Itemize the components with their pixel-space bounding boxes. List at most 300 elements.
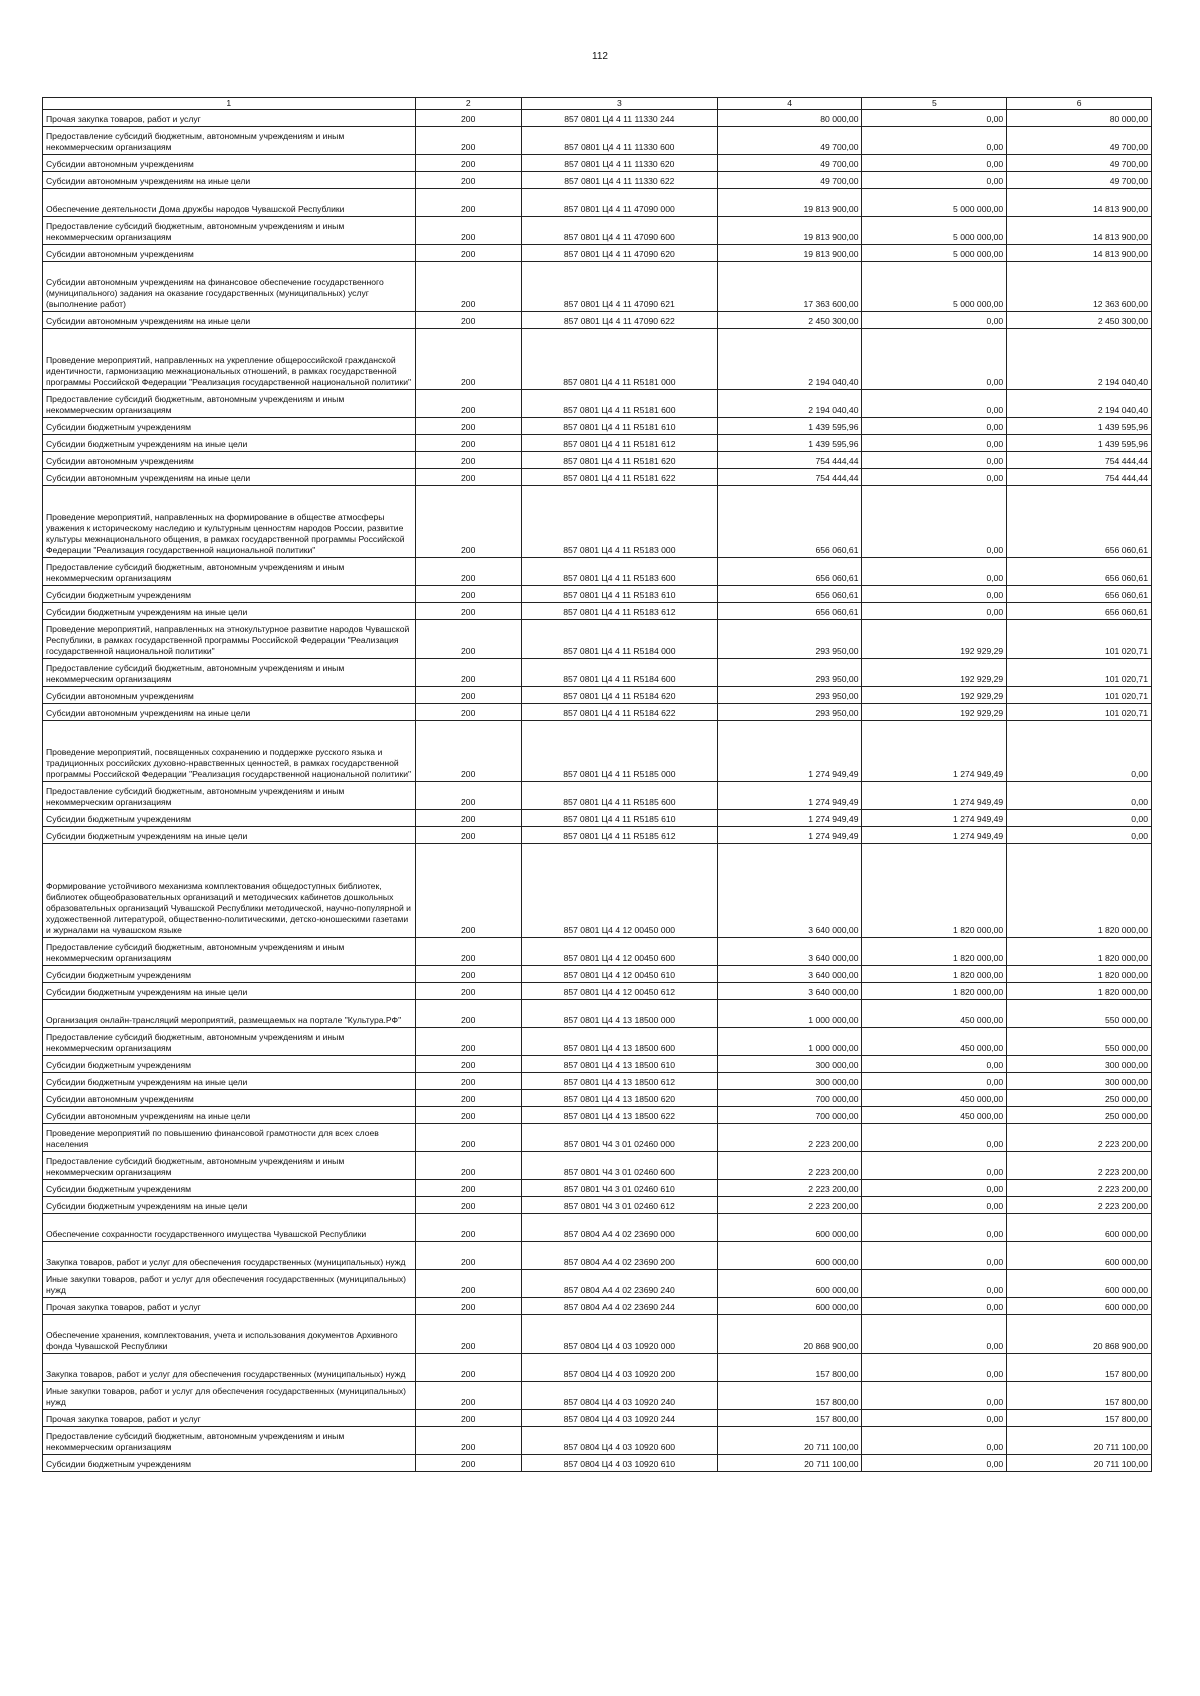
row-description: Субсидии бюджетным учреждениям <box>43 810 416 827</box>
row-budget-code: 857 0804 Ц4 4 03 10920 000 <box>521 1315 717 1354</box>
row-budget-code: 857 0801 Ц4 4 11 11330 244 <box>521 110 717 127</box>
table-row <box>43 966 1152 983</box>
row-description: Субсидии автономным учреждениям на иные цели <box>43 704 416 721</box>
table-row <box>43 189 1152 217</box>
row-amount-5: 192 929,29 <box>862 659 1007 687</box>
row-description: Предоставление субсидий бюджетным, автономным учреждениям и иным некоммерческим организациям <box>43 217 416 245</box>
row-amount-6: 550 000,00 <box>1007 1000 1152 1028</box>
row-description: Субсидии бюджетным учреждениям на иные цели <box>43 827 416 844</box>
row-budget-code: 857 0801 Ч4 3 01 02460 600 <box>521 1152 717 1180</box>
row-amount-4: 19 813 900,00 <box>717 245 862 262</box>
row-column-2: 200 <box>415 1124 521 1152</box>
table-row <box>43 1242 1152 1270</box>
row-amount-4: 2 223 200,00 <box>717 1124 862 1152</box>
table-header-row <box>43 98 1152 110</box>
row-column-2: 200 <box>415 1073 521 1090</box>
row-amount-4: 3 640 000,00 <box>717 966 862 983</box>
row-column-2: 200 <box>415 155 521 172</box>
row-amount-5: 450 000,00 <box>862 1000 1007 1028</box>
row-amount-5: 0,00 <box>862 155 1007 172</box>
row-description: Предоставление субсидий бюджетным, автономным учреждениям и иным некоммерческим организациям <box>43 1427 416 1455</box>
row-amount-6: 2 223 200,00 <box>1007 1197 1152 1214</box>
row-budget-code: 857 0801 Ц4 4 11 47090 621 <box>521 262 717 312</box>
row-column-2: 200 <box>415 827 521 844</box>
row-description: Проведение мероприятий, направленных на формирование в обществе атмосферы уважения к историческому наследию и культурным ценностям народов России, развитие культуры межнационального общения, в рамках государственной программы Российской Федерации "Реализация государственной национальной политики" <box>43 486 416 558</box>
row-description: Субсидии автономным учреждениям на финансовое обеспечение государственного (муниципального) задания на оказание государственных (муниципальных) услуг (выполнение работ) <box>43 262 416 312</box>
row-description: Субсидии бюджетным учреждениям <box>43 418 416 435</box>
table-row <box>43 110 1152 127</box>
row-amount-5: 0,00 <box>862 390 1007 418</box>
row-budget-code: 857 0801 Ц4 4 12 00450 000 <box>521 844 717 938</box>
row-amount-4: 157 800,00 <box>717 1354 862 1382</box>
row-budget-code: 857 0801 Ц4 4 11 R5185 612 <box>521 827 717 844</box>
table-row <box>43 620 1152 659</box>
row-column-2: 200 <box>415 329 521 390</box>
row-budget-code: 857 0804 Ц4 4 03 10920 600 <box>521 1427 717 1455</box>
row-description: Предоставление субсидий бюджетным, автономным учреждениям и иным некоммерческим организациям <box>43 1028 416 1056</box>
table-row <box>43 1354 1152 1382</box>
table-row <box>43 1056 1152 1073</box>
row-budget-code: 857 0804 Ц4 4 03 10920 240 <box>521 1382 717 1410</box>
row-amount-4: 3 640 000,00 <box>717 938 862 966</box>
row-amount-4: 600 000,00 <box>717 1298 862 1315</box>
row-budget-code: 857 0801 Ц4 4 12 00450 600 <box>521 938 717 966</box>
row-description: Предоставление субсидий бюджетным, автономным учреждениям и иным некоммерческим организациям <box>43 1152 416 1180</box>
table-row <box>43 155 1152 172</box>
row-description: Предоставление субсидий бюджетным, автономным учреждениям и иным некоммерческим организациям <box>43 659 416 687</box>
row-description: Предоставление субсидий бюджетным, автономным учреждениям и иным некоммерческим организациям <box>43 558 416 586</box>
row-amount-6: 656 060,61 <box>1007 486 1152 558</box>
table-row <box>43 1028 1152 1056</box>
row-amount-5: 0,00 <box>862 1410 1007 1427</box>
row-amount-4: 293 950,00 <box>717 687 862 704</box>
row-amount-5: 5 000 000,00 <box>862 262 1007 312</box>
row-description: Закупка товаров, работ и услуг для обеспечения государственных (муниципальных) нужд <box>43 1354 416 1382</box>
row-budget-code: 857 0801 Ц4 4 11 11330 600 <box>521 127 717 155</box>
table-row <box>43 827 1152 844</box>
row-column-2: 200 <box>415 1410 521 1427</box>
row-column-2: 200 <box>415 452 521 469</box>
row-amount-5: 0,00 <box>862 1354 1007 1382</box>
table-row <box>43 418 1152 435</box>
row-amount-6: 101 020,71 <box>1007 704 1152 721</box>
row-column-2: 200 <box>415 1107 521 1124</box>
row-column-2: 200 <box>415 687 521 704</box>
row-amount-4: 600 000,00 <box>717 1270 862 1298</box>
row-budget-code: 857 0801 Ц4 4 13 18500 610 <box>521 1056 717 1073</box>
row-amount-4: 656 060,61 <box>717 603 862 620</box>
row-description: Субсидии бюджетным учреждениям на иные цели <box>43 983 416 1000</box>
table-row <box>43 586 1152 603</box>
row-amount-4: 19 813 900,00 <box>717 189 862 217</box>
row-amount-4: 3 640 000,00 <box>717 844 862 938</box>
row-amount-6: 1 820 000,00 <box>1007 983 1152 1000</box>
row-budget-code: 857 0801 Ц4 4 11 R5184 600 <box>521 659 717 687</box>
row-description: Прочая закупка товаров, работ и услуг <box>43 110 416 127</box>
row-description: Иные закупки товаров, работ и услуг для обеспечения государственных (муниципальных) нужд <box>43 1382 416 1410</box>
row-amount-4: 1 274 949,49 <box>717 827 862 844</box>
row-amount-4: 20 868 900,00 <box>717 1315 862 1354</box>
row-description: Проведение мероприятий, посвященных сохранению и поддержке русского языка и традиционных российских духовно-нравственных ценностей, в рамках государственной программы Российской Федерации "Реализация государственной национальной политики" <box>43 721 416 782</box>
row-description: Субсидии автономным учреждениям <box>43 245 416 262</box>
row-description: Субсидии бюджетным учреждениям на иные цели <box>43 1197 416 1214</box>
row-budget-code: 857 0801 Ц4 4 11 R5183 000 <box>521 486 717 558</box>
row-column-2: 200 <box>415 1270 521 1298</box>
table-row <box>43 1124 1152 1152</box>
row-column-2: 200 <box>415 558 521 586</box>
row-budget-code: 857 0801 Ц4 4 11 R5185 000 <box>521 721 717 782</box>
row-amount-5: 0,00 <box>862 329 1007 390</box>
row-amount-4: 49 700,00 <box>717 155 862 172</box>
row-amount-5: 0,00 <box>862 1270 1007 1298</box>
row-budget-code: 857 0801 Ц4 4 13 18500 600 <box>521 1028 717 1056</box>
row-column-2: 200 <box>415 1354 521 1382</box>
row-amount-4: 49 700,00 <box>717 127 862 155</box>
row-budget-code: 857 0801 Ц4 4 13 18500 612 <box>521 1073 717 1090</box>
row-amount-5: 450 000,00 <box>862 1028 1007 1056</box>
row-description: Проведение мероприятий по повышению финансовой грамотности для всех слоев населения <box>43 1124 416 1152</box>
table-row <box>43 782 1152 810</box>
row-description: Прочая закупка товаров, работ и услуг <box>43 1410 416 1427</box>
row-budget-code: 857 0804 А4 4 02 23690 244 <box>521 1298 717 1315</box>
row-column-2: 200 <box>415 390 521 418</box>
row-amount-6: 157 800,00 <box>1007 1382 1152 1410</box>
row-budget-code: 857 0801 Ц4 4 13 18500 622 <box>521 1107 717 1124</box>
row-amount-6: 14 813 900,00 <box>1007 245 1152 262</box>
row-budget-code: 857 0801 Ц4 4 11 47090 620 <box>521 245 717 262</box>
row-description: Субсидии бюджетным учреждениям <box>43 1056 416 1073</box>
row-budget-code: 857 0801 Ц4 4 13 18500 000 <box>521 1000 717 1028</box>
row-amount-5: 192 929,29 <box>862 620 1007 659</box>
row-amount-4: 2 223 200,00 <box>717 1197 862 1214</box>
row-description: Прочая закупка товаров, работ и услуг <box>43 1298 416 1315</box>
row-amount-4: 1 274 949,49 <box>717 810 862 827</box>
row-amount-6: 600 000,00 <box>1007 1242 1152 1270</box>
row-amount-6: 101 020,71 <box>1007 620 1152 659</box>
row-amount-6: 550 000,00 <box>1007 1028 1152 1056</box>
row-amount-4: 1 439 595,96 <box>717 418 862 435</box>
row-amount-5: 0,00 <box>862 1152 1007 1180</box>
row-amount-4: 656 060,61 <box>717 486 862 558</box>
row-description: Субсидии бюджетным учреждениям <box>43 586 416 603</box>
row-amount-5: 0,00 <box>862 1073 1007 1090</box>
row-column-2: 200 <box>415 810 521 827</box>
row-column-2: 200 <box>415 983 521 1000</box>
table-row <box>43 983 1152 1000</box>
row-amount-5: 0,00 <box>862 1382 1007 1410</box>
row-budget-code: 857 0801 Ц4 4 11 R5184 000 <box>521 620 717 659</box>
table-row <box>43 558 1152 586</box>
table-row <box>43 312 1152 329</box>
row-column-2: 200 <box>415 1214 521 1242</box>
table-row <box>43 1152 1152 1180</box>
row-amount-5: 0,00 <box>862 1455 1007 1472</box>
row-amount-6: 0,00 <box>1007 782 1152 810</box>
row-budget-code: 857 0801 Ц4 4 11 R5184 620 <box>521 687 717 704</box>
row-column-2: 200 <box>415 217 521 245</box>
row-amount-5: 0,00 <box>862 1056 1007 1073</box>
table-row <box>43 435 1152 452</box>
row-amount-6: 1 439 595,96 <box>1007 435 1152 452</box>
row-amount-5: 450 000,00 <box>862 1107 1007 1124</box>
row-amount-6: 49 700,00 <box>1007 172 1152 189</box>
row-amount-5: 0,00 <box>862 110 1007 127</box>
table-row <box>43 1315 1152 1354</box>
row-description: Субсидии автономным учреждениям на иные цели <box>43 1107 416 1124</box>
row-amount-5: 0,00 <box>862 435 1007 452</box>
row-column-2: 200 <box>415 1090 521 1107</box>
row-amount-5: 5 000 000,00 <box>862 189 1007 217</box>
row-amount-5: 0,00 <box>862 1197 1007 1214</box>
row-column-2: 200 <box>415 721 521 782</box>
row-description: Формирование устойчивого механизма комплектования общедоступных библиотек, библиотек общеобразовательных организаций и методических кабинетов дошкольных образовательных организаций Чувашской Республики методической, научно-популярной и художественной литературой, общественно-политическими, детско-юношескими газетами и журналами на чувашском языке <box>43 844 416 938</box>
row-amount-6: 1 820 000,00 <box>1007 844 1152 938</box>
row-column-2: 200 <box>415 620 521 659</box>
row-amount-4: 2 450 300,00 <box>717 312 862 329</box>
row-amount-6: 49 700,00 <box>1007 127 1152 155</box>
row-amount-5: 0,00 <box>862 469 1007 486</box>
row-amount-4: 80 000,00 <box>717 110 862 127</box>
row-amount-5: 0,00 <box>862 1214 1007 1242</box>
row-amount-4: 1 274 949,49 <box>717 721 862 782</box>
row-column-2: 200 <box>415 659 521 687</box>
row-budget-code: 857 0801 Ц4 4 11 R5183 600 <box>521 558 717 586</box>
row-budget-code: 857 0804 Ц4 4 03 10920 200 <box>521 1354 717 1382</box>
row-amount-6: 12 363 600,00 <box>1007 262 1152 312</box>
row-amount-6: 0,00 <box>1007 810 1152 827</box>
table-row <box>43 1073 1152 1090</box>
row-amount-4: 20 711 100,00 <box>717 1427 862 1455</box>
row-amount-6: 14 813 900,00 <box>1007 189 1152 217</box>
row-amount-5: 1 820 000,00 <box>862 983 1007 1000</box>
row-description: Субсидии автономным учреждениям на иные цели <box>43 469 416 486</box>
row-amount-6: 0,00 <box>1007 827 1152 844</box>
row-amount-4: 2 223 200,00 <box>717 1180 862 1197</box>
table-row <box>43 659 1152 687</box>
row-column-2: 200 <box>415 966 521 983</box>
row-amount-5: 0,00 <box>862 1180 1007 1197</box>
row-amount-6: 101 020,71 <box>1007 659 1152 687</box>
row-amount-6: 2 450 300,00 <box>1007 312 1152 329</box>
row-amount-4: 656 060,61 <box>717 586 862 603</box>
row-amount-5: 0,00 <box>862 1315 1007 1354</box>
table-row <box>43 486 1152 558</box>
row-description: Закупка товаров, работ и услуг для обеспечения государственных (муниципальных) нужд <box>43 1242 416 1270</box>
row-amount-6: 49 700,00 <box>1007 155 1152 172</box>
row-column-2: 200 <box>415 486 521 558</box>
row-amount-5: 0,00 <box>862 603 1007 620</box>
row-column-2: 200 <box>415 127 521 155</box>
row-budget-code: 857 0801 Ц4 4 11 11330 622 <box>521 172 717 189</box>
row-column-2: 200 <box>415 262 521 312</box>
row-amount-6: 20 711 100,00 <box>1007 1427 1152 1455</box>
row-amount-4: 293 950,00 <box>717 659 862 687</box>
row-budget-code: 857 0801 Ц4 4 11 R5183 610 <box>521 586 717 603</box>
row-budget-code: 857 0801 Ц4 4 11 R5183 612 <box>521 603 717 620</box>
row-column-2: 200 <box>415 1298 521 1315</box>
row-amount-5: 5 000 000,00 <box>862 245 1007 262</box>
table-row <box>43 1197 1152 1214</box>
row-column-2: 200 <box>415 110 521 127</box>
row-amount-4: 300 000,00 <box>717 1073 862 1090</box>
row-amount-6: 14 813 900,00 <box>1007 217 1152 245</box>
row-budget-code: 857 0801 Ц4 4 11 R5181 610 <box>521 418 717 435</box>
row-column-2: 200 <box>415 782 521 810</box>
row-column-2: 200 <box>415 469 521 486</box>
row-amount-4: 293 950,00 <box>717 620 862 659</box>
row-budget-code: 857 0801 Ц4 4 11 R5181 620 <box>521 452 717 469</box>
column-header: 1 <box>43 98 416 110</box>
row-amount-5: 450 000,00 <box>862 1090 1007 1107</box>
table-row <box>43 262 1152 312</box>
table-row <box>43 721 1152 782</box>
row-amount-5: 0,00 <box>862 558 1007 586</box>
row-budget-code: 857 0801 Ч4 3 01 02460 000 <box>521 1124 717 1152</box>
row-amount-5: 0,00 <box>862 452 1007 469</box>
row-amount-6: 20 868 900,00 <box>1007 1315 1152 1354</box>
row-amount-4: 1 000 000,00 <box>717 1028 862 1056</box>
row-amount-6: 2 194 040,40 <box>1007 390 1152 418</box>
row-amount-6: 1 439 595,96 <box>1007 418 1152 435</box>
row-amount-4: 157 800,00 <box>717 1410 862 1427</box>
row-amount-6: 1 820 000,00 <box>1007 966 1152 983</box>
row-amount-5: 5 000 000,00 <box>862 217 1007 245</box>
row-description: Предоставление субсидий бюджетным, автономным учреждениям и иным некоммерческим организациям <box>43 390 416 418</box>
row-description: Субсидии бюджетным учреждениям <box>43 966 416 983</box>
row-column-2: 200 <box>415 844 521 938</box>
row-budget-code: 857 0801 Ц4 4 12 00450 612 <box>521 983 717 1000</box>
row-description: Субсидии автономным учреждениям <box>43 687 416 704</box>
row-amount-6: 300 000,00 <box>1007 1056 1152 1073</box>
row-column-2: 200 <box>415 1242 521 1270</box>
row-amount-6: 754 444,44 <box>1007 469 1152 486</box>
row-amount-5: 0,00 <box>862 486 1007 558</box>
row-column-2: 200 <box>415 435 521 452</box>
row-amount-6: 2 194 040,40 <box>1007 329 1152 390</box>
row-description: Обеспечение хранения, комплектования, учета и использования документов Архивного фонда Чувашской Республики <box>43 1315 416 1354</box>
row-column-2: 200 <box>415 418 521 435</box>
row-amount-4: 300 000,00 <box>717 1056 862 1073</box>
row-amount-6: 0,00 <box>1007 721 1152 782</box>
table-row <box>43 1455 1152 1472</box>
row-amount-4: 600 000,00 <box>717 1242 862 1270</box>
row-budget-code: 857 0801 Ц4 4 11 47090 000 <box>521 189 717 217</box>
row-column-2: 200 <box>415 938 521 966</box>
row-amount-5: 1 820 000,00 <box>862 938 1007 966</box>
row-amount-5: 1 274 949,49 <box>862 782 1007 810</box>
row-amount-5: 0,00 <box>862 586 1007 603</box>
row-budget-code: 857 0801 Ц4 4 11 47090 622 <box>521 312 717 329</box>
row-amount-6: 157 800,00 <box>1007 1354 1152 1382</box>
row-budget-code: 857 0801 Ц4 4 11 R5181 622 <box>521 469 717 486</box>
row-budget-code: 857 0801 Ц4 4 11 R5184 622 <box>521 704 717 721</box>
row-amount-6: 1 820 000,00 <box>1007 938 1152 966</box>
table-row <box>43 810 1152 827</box>
row-description: Субсидии бюджетным учреждениям <box>43 1455 416 1472</box>
table-row <box>43 1000 1152 1028</box>
row-description: Субсидии автономным учреждениям на иные цели <box>43 312 416 329</box>
row-amount-5: 1 820 000,00 <box>862 844 1007 938</box>
row-amount-6: 656 060,61 <box>1007 558 1152 586</box>
row-amount-5: 0,00 <box>862 172 1007 189</box>
page-number: 112 <box>592 51 608 62</box>
table-row <box>43 172 1152 189</box>
table-row <box>43 844 1152 938</box>
row-description: Субсидии бюджетным учреждениям на иные цели <box>43 435 416 452</box>
row-column-2: 200 <box>415 245 521 262</box>
row-amount-4: 19 813 900,00 <box>717 217 862 245</box>
row-amount-5: 192 929,29 <box>862 687 1007 704</box>
row-amount-5: 0,00 <box>862 1242 1007 1270</box>
table-row <box>43 1090 1152 1107</box>
row-amount-4: 17 363 600,00 <box>717 262 862 312</box>
row-amount-5: 1 274 949,49 <box>862 810 1007 827</box>
column-header: 4 <box>717 98 862 110</box>
column-header: 6 <box>1007 98 1152 110</box>
row-description: Субсидии автономным учреждениям <box>43 1090 416 1107</box>
row-amount-5: 0,00 <box>862 1427 1007 1455</box>
row-budget-code: 857 0804 Ц4 4 03 10920 610 <box>521 1455 717 1472</box>
row-amount-4: 2 194 040,40 <box>717 329 862 390</box>
row-description: Предоставление субсидий бюджетным, автономным учреждениям и иным некоммерческим организациям <box>43 127 416 155</box>
table-row <box>43 687 1152 704</box>
table-row <box>43 452 1152 469</box>
row-budget-code: 857 0801 Ч4 3 01 02460 612 <box>521 1197 717 1214</box>
column-header: 3 <box>521 98 717 110</box>
row-amount-4: 2 194 040,40 <box>717 390 862 418</box>
row-amount-4: 1 439 595,96 <box>717 435 862 452</box>
row-amount-6: 101 020,71 <box>1007 687 1152 704</box>
row-column-2: 200 <box>415 1180 521 1197</box>
row-amount-4: 293 950,00 <box>717 704 862 721</box>
row-column-2: 200 <box>415 1056 521 1073</box>
row-amount-5: 0,00 <box>862 1124 1007 1152</box>
row-amount-4: 3 640 000,00 <box>717 983 862 1000</box>
table-row <box>43 1298 1152 1315</box>
row-amount-6: 300 000,00 <box>1007 1073 1152 1090</box>
row-amount-4: 656 060,61 <box>717 558 862 586</box>
row-column-2: 200 <box>415 1028 521 1056</box>
row-amount-5: 1 820 000,00 <box>862 966 1007 983</box>
row-description: Обеспечение сохранности государственного имущества Чувашской Республики <box>43 1214 416 1242</box>
row-budget-code: 857 0804 Ц4 4 03 10920 244 <box>521 1410 717 1427</box>
table-row <box>43 1107 1152 1124</box>
row-amount-4: 754 444,44 <box>717 469 862 486</box>
row-budget-code: 857 0801 Ц4 4 11 R5185 610 <box>521 810 717 827</box>
table-row <box>43 329 1152 390</box>
table-row <box>43 217 1152 245</box>
column-header: 2 <box>415 98 521 110</box>
table-row <box>43 938 1152 966</box>
row-budget-code: 857 0801 Ц4 4 11 11330 620 <box>521 155 717 172</box>
table-row <box>43 603 1152 620</box>
row-amount-6: 20 711 100,00 <box>1007 1455 1152 1472</box>
row-amount-6: 2 223 200,00 <box>1007 1180 1152 1197</box>
row-amount-6: 80 000,00 <box>1007 110 1152 127</box>
row-amount-4: 700 000,00 <box>717 1090 862 1107</box>
table-row <box>43 1410 1152 1427</box>
row-amount-4: 754 444,44 <box>717 452 862 469</box>
table-row <box>43 127 1152 155</box>
row-description: Субсидии автономным учреждениям <box>43 155 416 172</box>
row-amount-4: 1 000 000,00 <box>717 1000 862 1028</box>
row-amount-6: 600 000,00 <box>1007 1270 1152 1298</box>
table-row <box>43 469 1152 486</box>
row-amount-6: 656 060,61 <box>1007 603 1152 620</box>
row-column-2: 200 <box>415 312 521 329</box>
row-column-2: 200 <box>415 172 521 189</box>
row-budget-code: 857 0801 Ц4 4 13 18500 620 <box>521 1090 717 1107</box>
